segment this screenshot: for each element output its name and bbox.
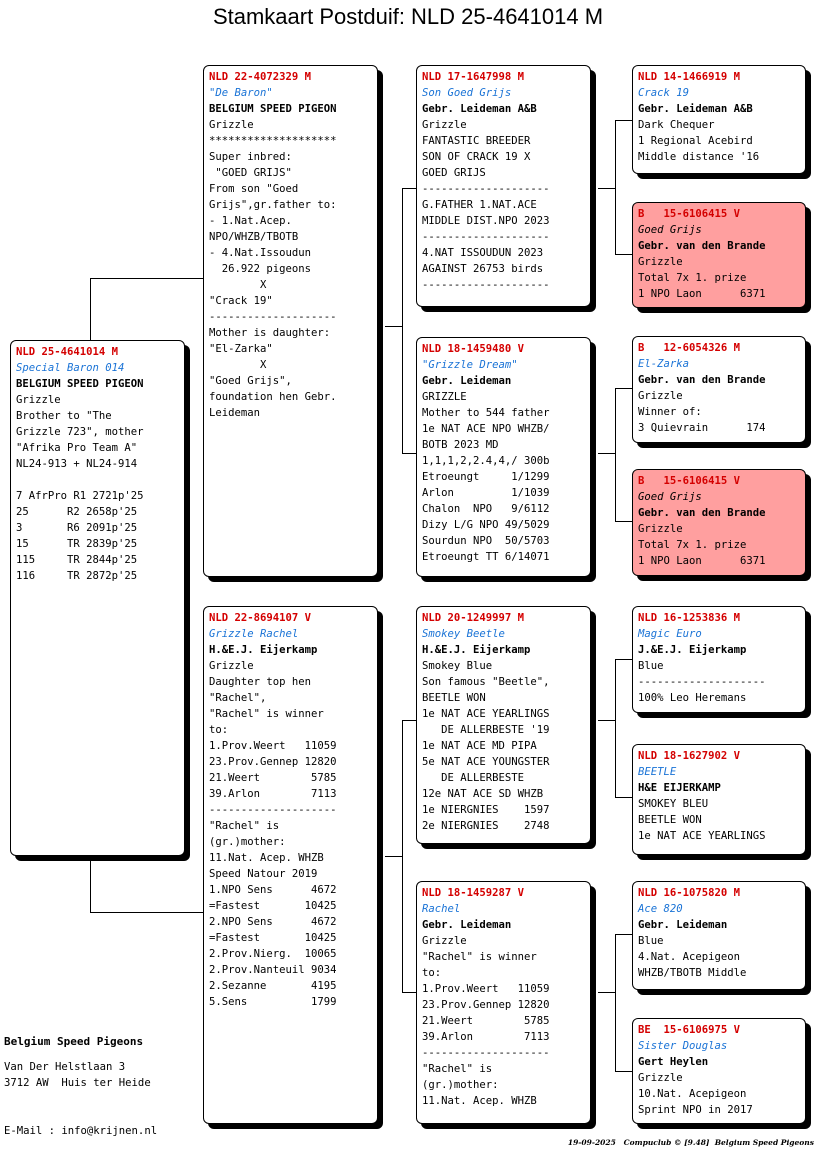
info-line: Etroeungt TT 6/14071	[422, 551, 550, 563]
ring-number: NLD 17-1647998 M	[422, 71, 525, 83]
info-line: 4.NAT ISSOUDUN 2023	[422, 247, 544, 259]
info-line: 3 R6 2091p'25	[16, 522, 138, 534]
info-line: --------------------	[422, 1047, 550, 1059]
ring-number: NLD 22-8694107 V	[209, 612, 312, 624]
pedigree-card-sire-sire[interactable]	[416, 65, 591, 307]
info-line: 3 Quievrain 174	[638, 422, 766, 434]
page-title: Stamkaart Postduif: NLD 25-4641014 M	[212, 4, 604, 29]
info-line: ********************	[209, 135, 337, 147]
info-line: Sprint NPO in 2017	[638, 1104, 753, 1116]
info-line: --------------------	[209, 804, 337, 816]
footer-credit: 19-09-2025 Compuclub © [9.48] Belgium Speed Pigeons	[567, 1138, 814, 1147]
connector-line	[402, 720, 417, 721]
info-line: GRIZZLE	[422, 391, 467, 403]
connector-line	[615, 659, 616, 797]
connector-line	[402, 992, 417, 993]
info-line: Mother is daughter:	[209, 327, 331, 339]
connector-line	[615, 388, 633, 389]
info-line: Speed Natour 2019	[209, 868, 318, 880]
info-line: 1.Prov.Weert 11059	[209, 740, 337, 752]
info-line: BEETLE WON	[638, 814, 702, 826]
info-line: (gr.)mother:	[422, 1079, 499, 1091]
connector-line	[402, 453, 417, 454]
connector-line	[385, 326, 402, 327]
owner-name: BELGIUM SPEED PIGEON	[209, 103, 337, 115]
pedigree-card-dam[interactable]	[203, 606, 378, 1124]
info-line: Grizzle 723", mother	[16, 426, 144, 438]
pigeon-name: Special Baron 014	[16, 362, 125, 374]
pigeon-name: BEETLE	[638, 766, 677, 778]
info-line: Dizy L/G NPO 49/5029	[422, 519, 550, 531]
info-line: Grizzle	[638, 523, 683, 535]
connector-line	[598, 720, 615, 721]
ring-number: NLD 18-1459287 V	[422, 887, 525, 899]
info-line: =Fastest 10425	[209, 932, 337, 944]
info-line: --------------------	[422, 279, 550, 291]
info-line: Super inbred:	[209, 151, 292, 163]
connector-line	[615, 120, 616, 254]
info-line: 23.Prov.Gennep 12820	[422, 999, 550, 1011]
info-line: "Rachel",	[209, 692, 267, 704]
connector-line	[615, 659, 633, 660]
info-line: 1.NPO Sens 4672	[209, 884, 337, 896]
info-line: 115 TR 2844p'25	[16, 554, 138, 566]
owner-name: Gebr. Leideman A&B	[638, 103, 753, 115]
info-line: 1e NIERGNIES 1597	[422, 804, 550, 816]
info-line: "Goed Grijs",	[209, 375, 292, 387]
info-line: 116 TR 2872p'25	[16, 570, 138, 582]
info-line: 1 NPO Laon 6371	[638, 555, 766, 567]
pigeon-name: Sister Douglas	[638, 1040, 728, 1052]
info-line: "GOED GRIJS"	[209, 167, 292, 179]
info-line: - 1.Nat.Acep.	[209, 215, 292, 227]
info-line: Grizzle	[16, 394, 61, 406]
info-line: From son "Goed	[209, 183, 299, 195]
owner-name: Gert Heylen	[638, 1056, 709, 1068]
info-line: 21.Weert 5785	[422, 1015, 550, 1027]
connector-line	[598, 992, 615, 993]
info-line: 7 AfrPro R1 2721p'25	[16, 490, 144, 502]
owner-name: H.&E.J. Eijerkamp	[209, 644, 318, 656]
ring-number: B 12-6054326 M	[638, 342, 741, 354]
info-line: --------------------	[422, 231, 550, 243]
info-line: "Rachel" is winner	[209, 708, 324, 720]
info-line: 5e NAT ACE YOUNGSTER	[422, 756, 550, 768]
info-line: Blue	[638, 660, 664, 672]
owner-name: Gebr. van den Brande	[638, 240, 766, 252]
connector-line	[402, 720, 403, 992]
info-line: FANTASTIC BREEDER	[422, 135, 531, 147]
info-line: NPO/WHZB/TBOTB	[209, 231, 299, 243]
info-line: SMOKEY BLEU	[638, 798, 709, 810]
info-line: Grizzle	[422, 119, 467, 131]
footer-org: Belgium Speed Pigeons	[4, 1035, 144, 1048]
info-line: "Afrika Pro Team A"	[16, 442, 138, 454]
ring-number: NLD 22-4072329 M	[209, 71, 312, 83]
owner-name: Gebr. Leideman	[638, 919, 728, 931]
info-line: Mother to 544 father	[422, 407, 550, 419]
pigeon-name: Magic Euro	[638, 628, 702, 640]
ring-number: NLD 16-1253836 M	[638, 612, 741, 624]
info-line: BEETLE WON	[422, 692, 486, 704]
ring-number: NLD 18-1459480 V	[422, 343, 525, 355]
pigeon-name: Rachel	[422, 903, 461, 915]
info-line: MIDDLE DIST.NPO 2023	[422, 215, 550, 227]
footer-email[interactable]: E-Mail : info@krijnen.nl	[4, 1125, 158, 1137]
connector-line	[402, 188, 417, 189]
info-line: --------------------	[209, 311, 337, 323]
info-line: "Rachel" is winner	[422, 951, 537, 963]
info-line: 21.Weert 5785	[209, 772, 337, 784]
connector-line	[615, 934, 633, 935]
info-line: 39.Arlon 7113	[422, 1031, 550, 1043]
info-line: 1e NAT ACE MD PIPA	[422, 740, 537, 752]
info-line: Chalon NPO 9/6112	[422, 503, 550, 515]
connector-line	[615, 934, 616, 1071]
pedigree-card-dam-dam[interactable]	[416, 881, 591, 1124]
pedigree-card-ss-sire[interactable]	[632, 65, 806, 174]
info-line: 2.Prov.Nierg. 10065	[209, 948, 337, 960]
pigeon-name: Son Goed Grijs	[422, 87, 512, 99]
info-line: 1e NAT ACE NPO WHZB/	[422, 423, 550, 435]
pedigree-card-subject[interactable]	[10, 340, 185, 856]
info-line: foundation hen Gebr.	[209, 391, 337, 403]
info-line: Grizzle	[422, 935, 467, 947]
ring-number: NLD 14-1466919 M	[638, 71, 741, 83]
pigeon-name: "Grizzle Dream"	[422, 359, 518, 371]
info-line: GOED GRIJS	[422, 167, 486, 179]
info-line: to:	[209, 724, 229, 736]
pigeon-name: Goed Grijs	[638, 491, 702, 503]
info-line: "Rachel" is	[209, 820, 280, 832]
ring-number: B 15-6106415 V	[638, 208, 741, 220]
info-line: AGAINST 26753 birds	[422, 263, 544, 275]
info-line: X	[209, 279, 267, 291]
info-line: "El-Zarka"	[209, 343, 273, 355]
info-line: Grizzle	[638, 390, 683, 402]
pedigree-card-ds-sire[interactable]	[632, 606, 806, 713]
pigeon-name: El-Zarka	[638, 358, 690, 370]
info-line: Total 7x 1. prize	[638, 272, 747, 284]
info-line: 26.922 pigeons	[209, 263, 312, 275]
pedigree-card-sire[interactable]	[203, 65, 378, 577]
info-line: 1,1,1,2,2.4,4,/ 300b	[422, 455, 550, 467]
pedigree-card-dd-sire[interactable]	[632, 881, 806, 990]
info-line: 1 Regional Acebird	[638, 135, 753, 147]
info-line: =Fastest 10425	[209, 900, 337, 912]
info-line: SON OF CRACK 19 X	[422, 151, 531, 163]
info-line: - 4.Nat.Issoudun	[209, 247, 312, 259]
info-line: 100% Leo Heremans	[638, 692, 747, 704]
info-line: (gr.)mother:	[209, 836, 286, 848]
connector-line	[615, 521, 633, 522]
info-line: to:	[422, 967, 442, 979]
owner-name: H.&E.J. Eijerkamp	[422, 644, 531, 656]
info-line: 11.Nat. Acep. WHZB	[422, 1095, 537, 1107]
ring-number: NLD 16-1075820 M	[638, 887, 741, 899]
info-line: DE ALLERBESTE '19	[422, 724, 550, 736]
info-line: Grizzle	[638, 1072, 683, 1084]
connector-line	[90, 278, 204, 279]
info-line: NL24-913 + NL24-914	[16, 458, 138, 470]
owner-name: Gebr. van den Brande	[638, 374, 766, 386]
pedigree-card-ds-dam[interactable]	[632, 744, 806, 855]
connector-line	[402, 188, 403, 453]
info-line: 39.Arlon 7113	[209, 788, 337, 800]
footer-address-2: 3712 AW Huis ter Heide	[4, 1077, 151, 1089]
info-line: Dark Chequer	[638, 119, 715, 131]
info-line: 10.Nat. Acepigeon	[638, 1088, 747, 1100]
owner-name: J.&E.J. Eijerkamp	[638, 644, 747, 656]
connector-line	[615, 388, 616, 521]
info-line: 4.Nat. Acepigeon	[638, 951, 741, 963]
info-line: DE ALLERBESTE	[422, 772, 525, 784]
info-line	[16, 472, 179, 488]
owner-name: Gebr. van den Brande	[638, 507, 766, 519]
info-line: --------------------	[638, 676, 766, 688]
footer-address-1: Van Der Helstlaan 3	[4, 1061, 126, 1073]
connector-line	[598, 188, 615, 189]
info-line: X	[209, 359, 267, 371]
connector-line	[615, 1071, 633, 1072]
info-line: 12e NAT ACE SD WHZB	[422, 788, 544, 800]
info-line: Winner of:	[638, 406, 702, 418]
ring-number: B 15-6106415 V	[638, 475, 741, 487]
connector-line	[90, 856, 91, 912]
pigeon-name: Ace 820	[638, 903, 683, 915]
info-line: Etroeungt 1/1299	[422, 471, 550, 483]
connector-line	[615, 120, 633, 121]
connector-line	[90, 278, 91, 340]
owner-name: H&E EIJERKAMP	[638, 782, 721, 794]
connector-line	[90, 912, 204, 913]
info-line: Grizzle	[209, 660, 254, 672]
info-line: Son famous "Beetle",	[422, 676, 550, 688]
connector-line	[385, 856, 402, 857]
pigeon-name: Smokey Beetle	[422, 628, 505, 640]
info-line: --------------------	[422, 183, 550, 195]
owner-name: Gebr. Leideman A&B	[422, 103, 537, 115]
info-line: WHZB/TBOTB Middle	[638, 967, 747, 979]
pigeon-name: Grizzle Rachel	[209, 628, 299, 640]
connector-line	[598, 453, 615, 454]
connector-line	[615, 797, 633, 798]
ring-number: NLD 18-1627902 V	[638, 750, 741, 762]
info-line: Smokey Blue	[422, 660, 493, 672]
info-line: 2.Sezanne 4195	[209, 980, 337, 992]
info-line: 15 TR 2839p'25	[16, 538, 138, 550]
ring-number: NLD 20-1249997 M	[422, 612, 525, 624]
info-line: Daughter top hen	[209, 676, 312, 688]
pedigree-card-sire-dam[interactable]	[416, 337, 591, 577]
owner-name: Gebr. Leideman	[422, 919, 512, 931]
info-line: "Rachel" is	[422, 1063, 493, 1075]
info-line: Grizzle	[638, 256, 683, 268]
info-line: BOTB 2023 MD	[422, 439, 499, 451]
info-line: Middle distance '16	[638, 151, 760, 163]
info-line: Brother to "The	[16, 410, 112, 422]
info-line: 1e NAT ACE YEARLINGS	[422, 708, 550, 720]
info-line: 2e NIERGNIES 2748	[422, 820, 550, 832]
info-line: 25 R2 2658p'25	[16, 506, 138, 518]
pigeon-name: Goed Grijs	[638, 224, 702, 236]
info-line: Total 7x 1. prize	[638, 539, 747, 551]
info-line: 1e NAT ACE YEARLINGS	[638, 830, 766, 842]
info-line: Grijs",gr.father to:	[209, 199, 337, 211]
info-line: 23.Prov.Gennep 12820	[209, 756, 337, 768]
info-line: Blue	[638, 935, 664, 947]
ring-number: NLD 25-4641014 M	[16, 346, 119, 358]
connector-line	[615, 254, 633, 255]
pedigree-card-dd-dam[interactable]	[632, 1018, 806, 1124]
ring-number: BE 15-6106975 V	[638, 1024, 741, 1036]
pigeon-name: Crack 19	[638, 87, 690, 99]
pedigree-card-sd-sire[interactable]	[632, 336, 806, 443]
info-line: 11.Nat. Acep. WHZB	[209, 852, 324, 864]
info-line: 1 NPO Laon 6371	[638, 288, 766, 300]
info-line: Sourdun NPO 50/5703	[422, 535, 550, 547]
info-line: "Crack 19"	[209, 295, 273, 307]
owner-name: Gebr. Leideman	[422, 375, 512, 387]
info-line: 1.Prov.Weert 11059	[422, 983, 550, 995]
info-line: 2.Prov.Nanteuil 9034	[209, 964, 337, 976]
pedigree-card-ss-dam[interactable]	[632, 202, 806, 308]
pigeon-name: "De Baron"	[209, 87, 273, 99]
info-line: 2.NPO Sens 4672	[209, 916, 337, 928]
pedigree-card-dam-sire[interactable]	[416, 606, 591, 844]
info-line: Leideman	[209, 407, 261, 419]
owner-name: BELGIUM SPEED PIGEON	[16, 378, 144, 390]
info-line: G.FATHER 1.NAT.ACE	[422, 199, 537, 211]
info-line: Grizzle	[209, 119, 254, 131]
pedigree-card-sd-dam[interactable]	[632, 469, 806, 576]
info-line: Arlon 1/1039	[422, 487, 550, 499]
info-line: 5.Sens 1799	[209, 996, 337, 1008]
